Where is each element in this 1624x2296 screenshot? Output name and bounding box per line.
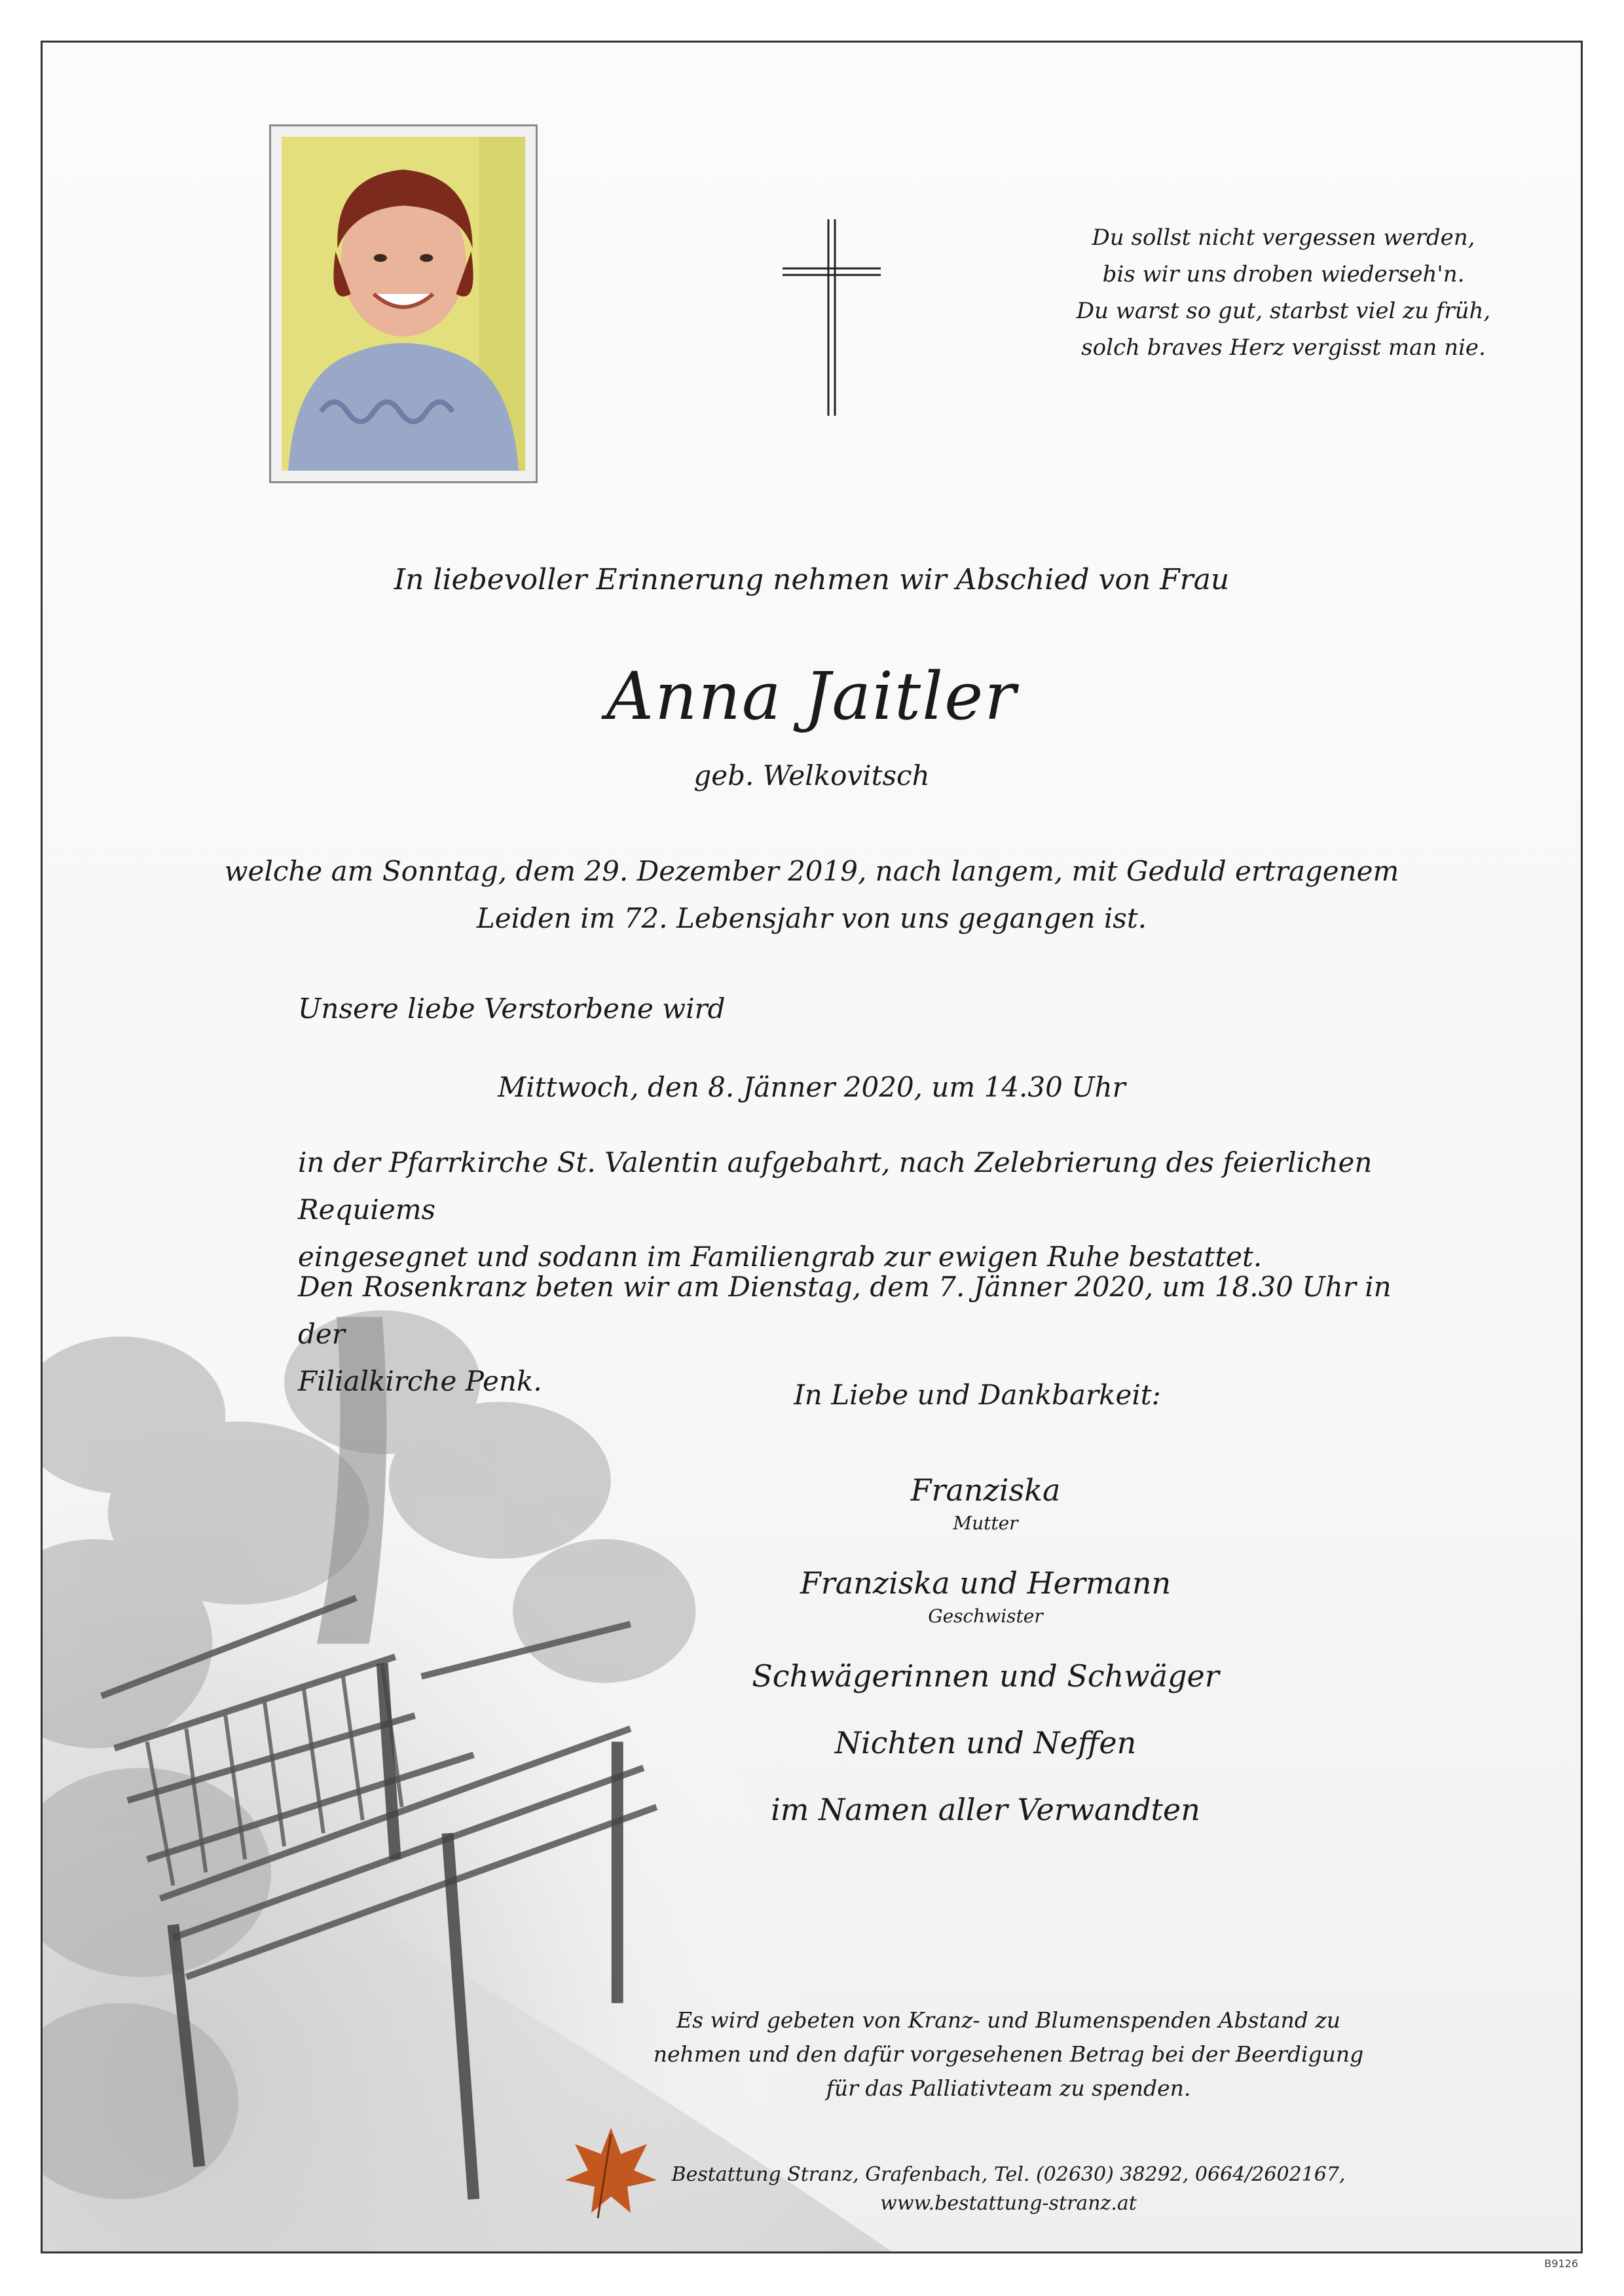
deceased-name: Anna Jaitler: [606, 658, 1018, 735]
lying-in-state-date: Mittwoch, den 8. Jänner 2020, um 14.30 Uhr: [498, 1071, 1126, 1103]
funeral-home-footer: [632, 2160, 1385, 2218]
funeral-line: eingesegnet und sodann im Familiengrab zur ewigen Ruhe bestattet.: [298, 1241, 1263, 1273]
cross-icon: [783, 219, 881, 416]
portrait-photo: [269, 124, 538, 483]
funeral-line: in der Pfarrkirche St. Valentin aufgebahrt, nach Zelebrierung des feierlichen Requiems: [298, 1146, 1373, 1226]
mourner-relation: Geschwister: [928, 1605, 1043, 1627]
mourner-entry: [697, 1563, 1274, 1630]
birth-name: geb. Welkovitsch: [693, 759, 930, 792]
mourners-list: [697, 1470, 1274, 1856]
rosary-line: Filialkirche Penk.: [298, 1365, 542, 1397]
mourner-name: Franziska: [910, 1472, 1061, 1508]
request-line: Es wird gebeten von Kranz- und Blumenspenden Abstand zu: [676, 2007, 1340, 2033]
lying-in-state-intro: Unsere liebe Verstorbene wird: [298, 993, 726, 1025]
death-line: welche am Sonntag, dem 29. Dezember 2019, nach langem, mit Geduld ertragenem: [224, 855, 1399, 887]
mourner-name: Franziska und Hermann: [800, 1565, 1172, 1601]
funeral-details: [298, 1139, 1398, 1281]
verse-line: bis wir uns droben wiederseh'n.: [1102, 261, 1465, 287]
death-line: Leiden im 72. Lebensjahr von uns gegangen ist.: [476, 902, 1147, 934]
print-code: B9126: [1544, 2257, 1578, 2270]
intro-text: In liebevoller Erinnerung nehmen wir Abschied von Frau: [394, 563, 1230, 596]
mourner-entry: [697, 1656, 1274, 1696]
mourner-entry: [697, 1470, 1274, 1537]
footer-contact: Bestattung Stranz, Grafenbach, Tel. (02630) 38292, 0664/2602167,: [671, 2163, 1346, 2186]
footer-website: www.bestattung-stranz.at: [880, 2192, 1137, 2215]
obituary-sheet: [41, 41, 1583, 2253]
mourner-name: Nichten und Neffen: [834, 1725, 1137, 1760]
donation-request: [632, 2003, 1385, 2105]
mourner-entry: [697, 1722, 1274, 1763]
request-line: nehmen und den dafür vorgesehenen Betrag bei der Beerdigung: [653, 2041, 1364, 2067]
mourner-relation: Mutter: [953, 1512, 1018, 1534]
mourner-entry: [697, 1789, 1274, 1830]
mourner-name: Schwägerinnen und Schwäger: [752, 1658, 1219, 1694]
rosary-line: Den Rosenkranz beten wir am Dienstag, dem 7. Jänner 2020, um 18.30 Uhr in der: [298, 1271, 1392, 1350]
request-line: für das Palliativteam zu spenden.: [826, 2075, 1191, 2101]
mourner-name: im Namen aller Verwandten: [771, 1792, 1200, 1827]
verse-line: Du warst so gut, starbst viel zu früh,: [1076, 298, 1491, 324]
memorial-verse: [1058, 219, 1509, 366]
signoff: In Liebe und Dankbarkeit:: [794, 1379, 1161, 1411]
verse-line: Du sollst nicht vergessen werden,: [1092, 225, 1475, 251]
death-notice: [43, 848, 1581, 942]
verse-line: solch braves Herz vergisst man nie.: [1081, 335, 1486, 361]
